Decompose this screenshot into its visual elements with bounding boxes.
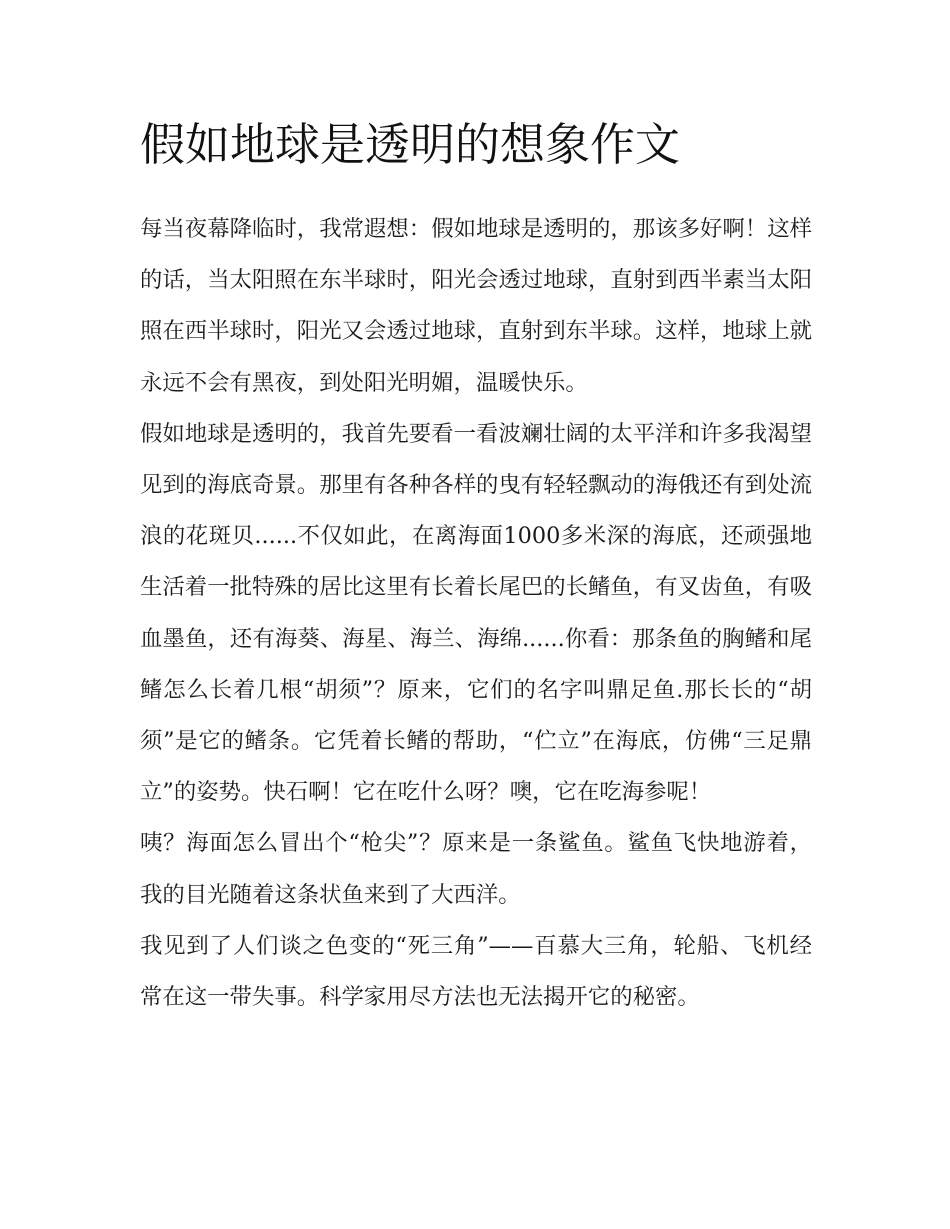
paragraph-4: 我见到了人们谈之色变的“死三角”——百慕大三角，轮船、飞机经常在这一带失事。科学家用尽方法也无法揭开它的秘密。 xyxy=(140,932,812,1011)
paragraph-3: 咦？海面怎么冒出个“枪尖”？原来是一条鲨鱼。鲨鱼飞快地游着，我的目光随着这条状鱼来到了大西洋。 xyxy=(140,830,812,908)
paragraph-1: 每当夜幕降临时，我常遐想：假如地球是透明的，那该多好啊！这样的话，当太阳照在东半球时，阳光会透过地球，直射到西半素当太阳照在西半球时，阳光又会透过地球，直射到东半球。这样，地球上就永远不会有黑夜，到处阳光明媚，温暖快乐。 xyxy=(140,216,812,396)
page-title: 假如地球是透明的想象作文 xyxy=(140,118,681,171)
essay-body xyxy=(140,204,812,1023)
paragraph-2: 假如地球是透明的，我首先要看一看波斓壮阔的太平洋和许多我渴望见到的海底奇景。那里有各种各样的曳有轻轻飘动的海俄还有到处流浪的花斑贝......不仅如此，在离海面1000多米深的海底，还顽强地生活着一批特殊的居比这里有长着长尾巴的长鳍鱼，有叉齿鱼，有吸血墨鱼，还有海葵、海星、海兰、海绵......你看：那条鱼的胸鳍和尾鳍怎么长着几根“胡须”？原来，它们的名字叫鼎足鱼.那长长的“胡须”是它的鳍条。它凭着长鳍的帮助，“伫立”在海底，仿佛“三足鼎立”的姿势。快石啊！它在吃什么呀？噢，它在吃海参呢！ xyxy=(140,420,812,806)
